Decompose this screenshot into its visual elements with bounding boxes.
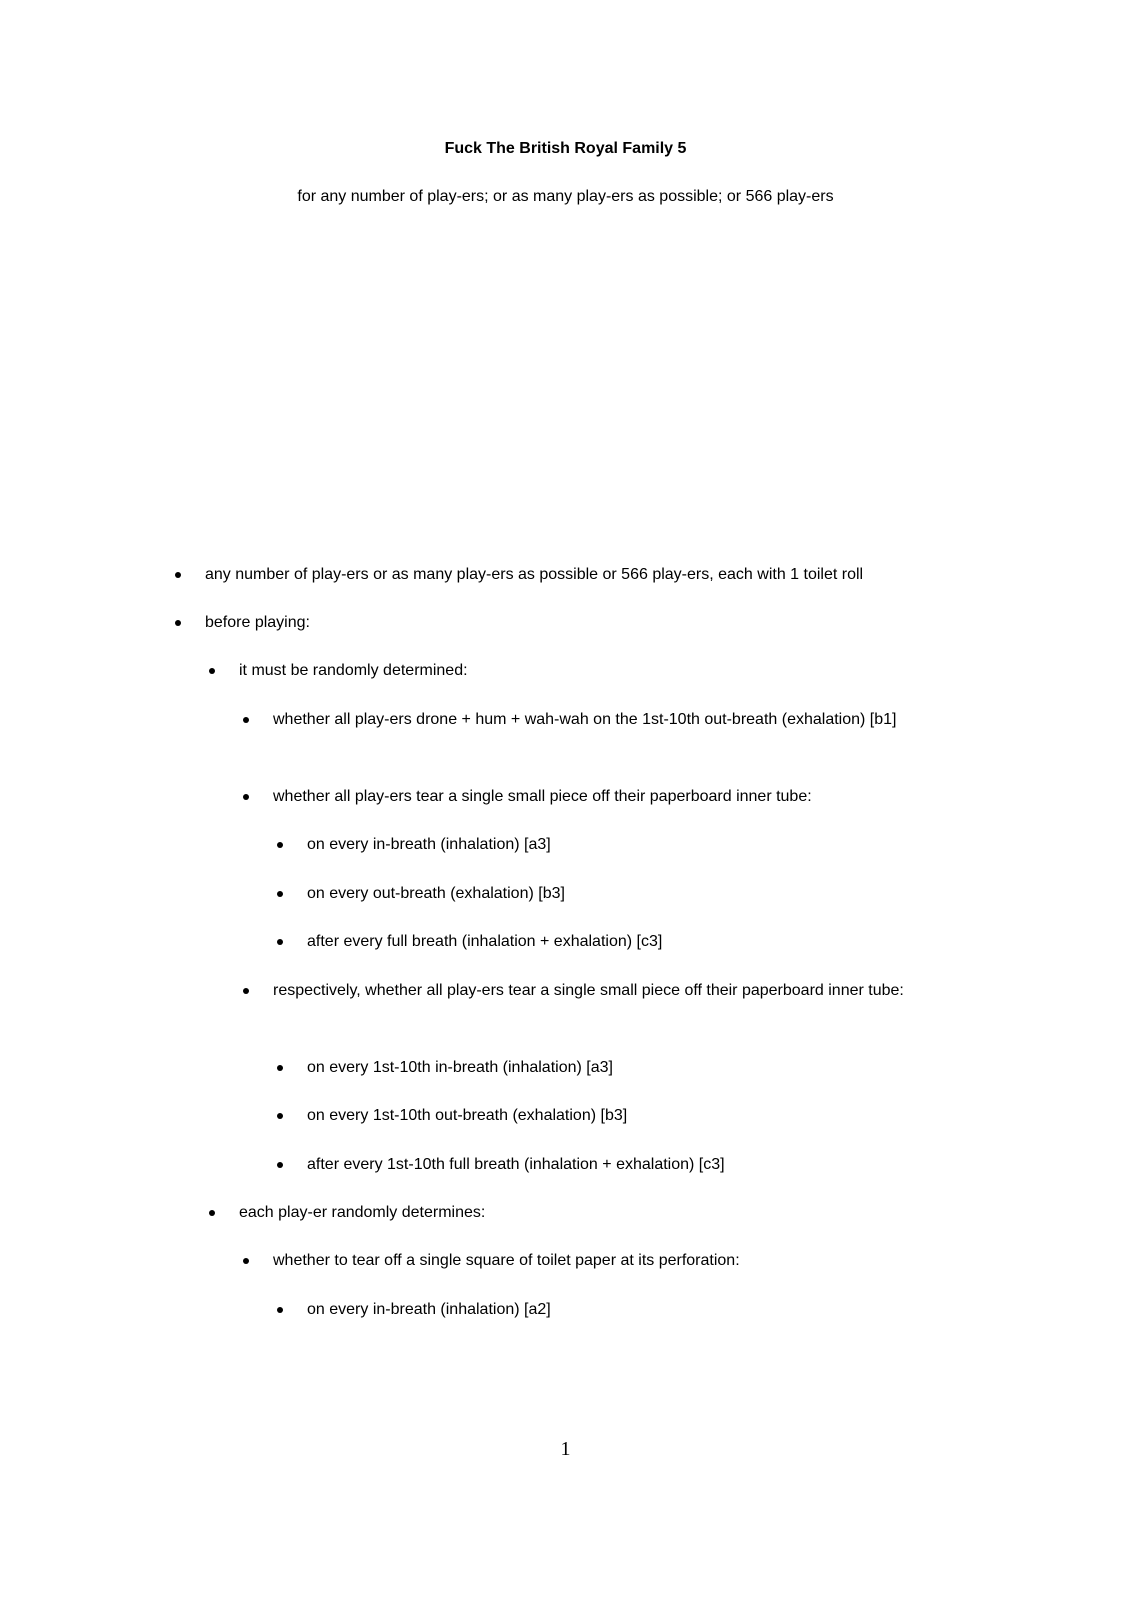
bullet-icon <box>175 572 181 578</box>
bullet-icon <box>277 891 283 897</box>
list-item <box>307 830 995 860</box>
bullet-icon <box>277 1113 283 1119</box>
list-item-text: any number of play-ers or as many play-ers as possible or 566 play-ers, each with 1 toilet roll <box>205 566 864 583</box>
list-item <box>307 1101 995 1131</box>
list-item-text: whether all play-ers tear a single small piece off their paperboard inner tube: <box>273 788 812 805</box>
list-item <box>307 927 995 957</box>
page-number: 1 <box>560 1438 571 1460</box>
list-item <box>273 1246 995 1276</box>
bullet-icon <box>277 1162 283 1168</box>
list-item-text: after every 1st-10th full breath (inhalation + exhalation) [c3] <box>307 1156 725 1173</box>
list-item-text: on every in-breath (inhalation) [a2] <box>307 1301 551 1318</box>
document-subtitle: for any number of play-ers; or as many play-ers as possible; or 566 play-ers <box>297 188 834 205</box>
bullet-icon <box>277 842 283 848</box>
list-item <box>273 705 995 735</box>
bullet-icon <box>277 1307 283 1313</box>
bullet-icon <box>277 1065 283 1071</box>
list-item <box>307 1150 995 1180</box>
list-item <box>273 976 995 1006</box>
list-item-text: whether all play-ers drone + hum + wah-wah on the 1st-10th out-breath (exhalation) [b1] <box>273 711 897 728</box>
list-item <box>307 879 995 909</box>
list-item <box>205 608 995 638</box>
bullet-icon <box>243 717 249 723</box>
list-item <box>273 782 995 812</box>
list-item-text: after every full breath (inhalation + exhalation) [c3] <box>307 933 663 950</box>
list-item-text: on every out-breath (exhalation) [b3] <box>307 885 565 902</box>
document-title: Fuck The British Royal Family 5 <box>444 140 687 157</box>
list-item-text: respectively, whether all play-ers tear a single small piece off their paperboard inner tube: <box>273 982 904 999</box>
list-item-text: on every 1st-10th out-breath (exhalation) [b3] <box>307 1107 628 1124</box>
list-item-text: before playing: <box>205 614 310 631</box>
list-item <box>239 656 995 686</box>
list-item-text: on every 1st-10th in-breath (inhalation) [a3] <box>307 1059 613 1076</box>
bullet-icon <box>277 939 283 945</box>
list-item <box>205 560 995 590</box>
list-item <box>239 1198 995 1228</box>
list-item-text: whether to tear off a single square of toilet paper at its perforation: <box>273 1252 740 1269</box>
bullet-icon <box>209 668 215 674</box>
bullet-icon <box>175 620 181 626</box>
bullet-icon <box>243 1258 249 1264</box>
list-item <box>307 1053 995 1083</box>
list-item-text: it must be randomly determined: <box>239 662 468 679</box>
list-item-text: on every in-breath (inhalation) [a3] <box>307 836 551 853</box>
bullet-icon <box>209 1210 215 1216</box>
bullet-icon <box>243 794 249 800</box>
list-item-text: each play-er randomly determines: <box>239 1204 486 1221</box>
list-item <box>307 1295 995 1325</box>
bullet-icon <box>243 988 249 994</box>
